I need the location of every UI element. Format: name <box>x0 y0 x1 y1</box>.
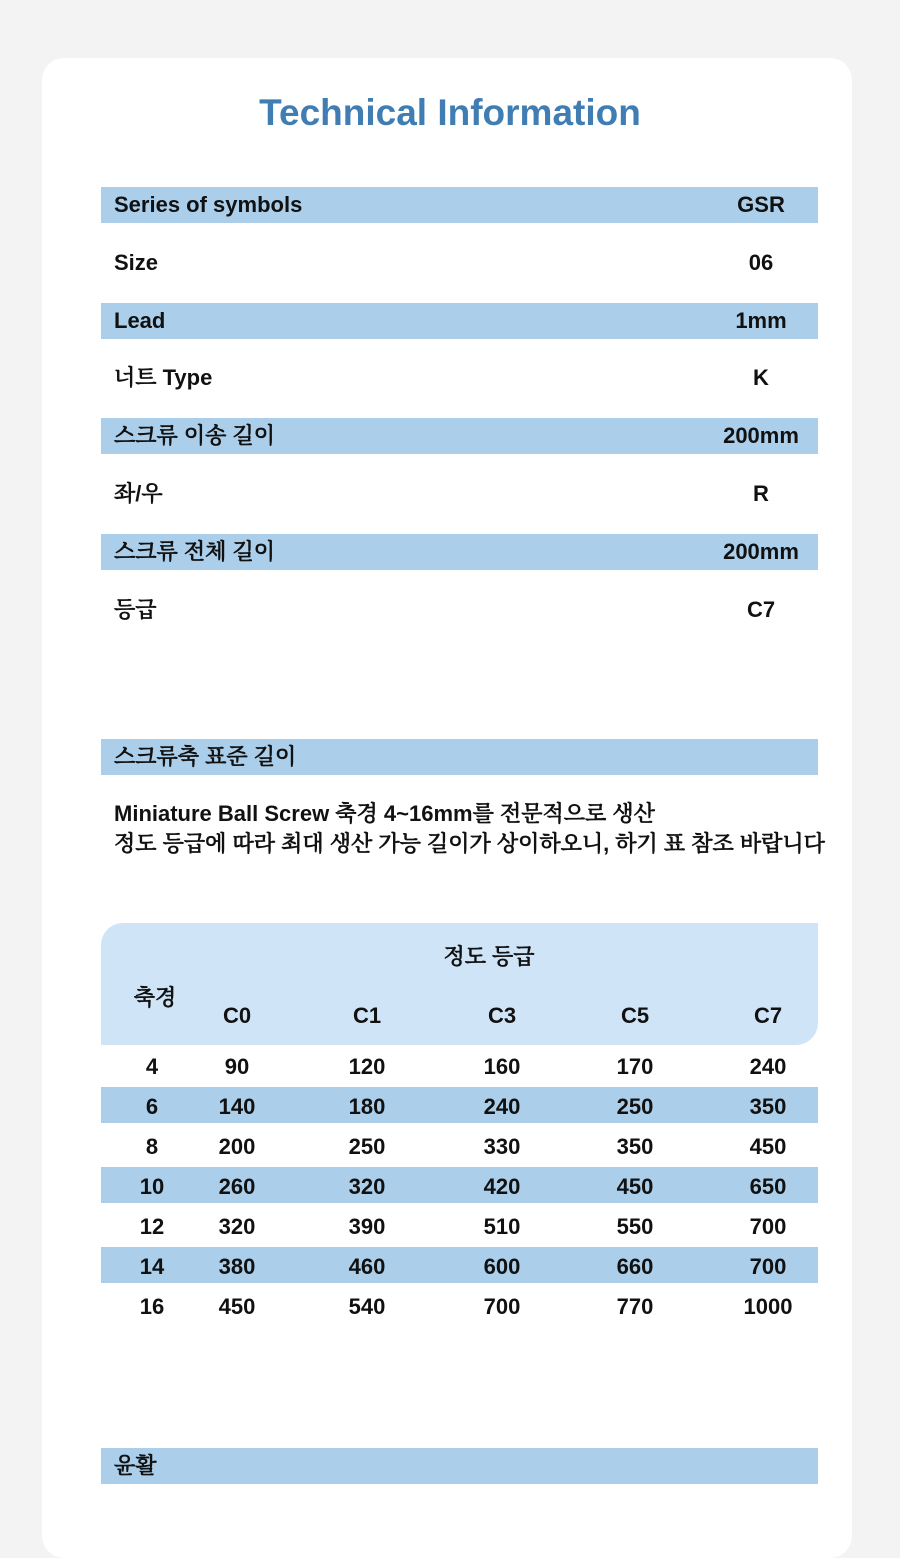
table-cell: 16 <box>139 1294 165 1319</box>
table-cell: 1000 <box>743 1294 793 1319</box>
table-cell: 14 <box>139 1254 165 1279</box>
spec-value: K <box>753 365 769 391</box>
column-header: C1 <box>352 1003 382 1028</box>
spec-row <box>101 592 818 628</box>
spec-row <box>101 534 818 570</box>
table-cell: 8 <box>145 1134 159 1159</box>
section-header-lubrication <box>101 1448 818 1484</box>
section-description <box>114 799 825 859</box>
column-header: C7 <box>753 1003 783 1028</box>
group-header: 정도 등급 <box>443 944 535 969</box>
spec-row <box>101 418 818 454</box>
table-cell: 250 <box>616 1094 654 1119</box>
table-cell: 540 <box>348 1294 386 1319</box>
table-cell: 170 <box>616 1054 654 1079</box>
table-cell: 90 <box>224 1054 250 1079</box>
column-header: C5 <box>620 1003 650 1028</box>
table-cell: 770 <box>616 1294 654 1319</box>
table-cell: 320 <box>348 1174 386 1199</box>
spec-label: 스크류 전체 길이 <box>114 538 275 564</box>
table-cell: 700 <box>749 1254 787 1279</box>
table-cell: 240 <box>749 1054 787 1079</box>
table-cell: 4 <box>145 1054 159 1079</box>
section-header-standard-length <box>101 739 818 775</box>
table-cell: 450 <box>218 1294 256 1319</box>
table-cell: 350 <box>616 1134 654 1159</box>
spec-value: 06 <box>748 249 774 275</box>
table-cell: 350 <box>749 1094 787 1119</box>
table-cell: 460 <box>348 1254 386 1279</box>
spec-row <box>101 476 818 512</box>
table-cell: 650 <box>749 1174 787 1199</box>
table-cell: 510 <box>483 1214 521 1239</box>
spec-label: 등급 <box>114 596 157 622</box>
table-cell: 320 <box>218 1214 256 1239</box>
spec-row <box>101 360 818 396</box>
row-header: 축경 <box>133 985 177 1010</box>
table-cell: 140 <box>218 1094 256 1119</box>
table-cell: 550 <box>616 1214 654 1239</box>
spec-label: 좌/우 <box>114 481 163 506</box>
spec-label: Series of symbols <box>114 192 303 217</box>
spec-value: 200mm <box>723 538 799 564</box>
spec-value: 1mm <box>735 307 787 333</box>
table-cell: 260 <box>218 1174 256 1199</box>
table-cell: 450 <box>749 1134 787 1159</box>
table-cell: 700 <box>483 1294 521 1319</box>
table-cell: 120 <box>348 1054 386 1079</box>
table-cell: 12 <box>139 1214 165 1239</box>
spec-label: 너트 Type <box>114 365 213 391</box>
description-line: 정도 등급에 따라 최대 생산 가능 길이가 상이하오니, 하기 표 참조 바랍니다 <box>114 831 825 856</box>
table-cell: 160 <box>483 1054 521 1079</box>
spec-label: Lead <box>114 307 166 333</box>
section-title: 윤활 <box>114 1453 157 1478</box>
column-header: C3 <box>487 1003 517 1028</box>
spec-value: 200mm <box>723 423 799 449</box>
table-cell: 380 <box>218 1254 256 1279</box>
spec-value: C7 <box>746 596 776 622</box>
table-cell: 6 <box>145 1094 159 1119</box>
spec-value: R <box>753 481 769 506</box>
table-cell: 390 <box>348 1214 386 1239</box>
page-title: Technical Information <box>259 92 641 133</box>
section-title: 스크류축 표준 길이 <box>114 744 297 769</box>
spec-row <box>101 187 818 223</box>
table-cell: 450 <box>616 1174 654 1199</box>
spec-row <box>101 245 818 281</box>
table-cell: 600 <box>483 1254 521 1279</box>
table-cell: 330 <box>483 1134 521 1159</box>
table-cell: 660 <box>616 1254 654 1279</box>
spec-row <box>101 303 818 339</box>
table-cell: 10 <box>139 1174 165 1199</box>
table-cell: 250 <box>348 1134 386 1159</box>
spec-value: GSR <box>737 192 785 217</box>
spec-label: Size <box>114 249 159 275</box>
table-cell: 240 <box>483 1094 521 1119</box>
table-cell: 420 <box>483 1174 521 1199</box>
table-cell: 200 <box>218 1134 256 1159</box>
table-cell: 700 <box>749 1214 787 1239</box>
column-header: C0 <box>222 1003 252 1028</box>
description-line: Miniature Ball Screw 축경 4~16mm를 전문적으로 생산 <box>114 801 655 826</box>
spec-label: 스크류 이송 길이 <box>114 423 275 449</box>
table-cell: 180 <box>348 1094 386 1119</box>
